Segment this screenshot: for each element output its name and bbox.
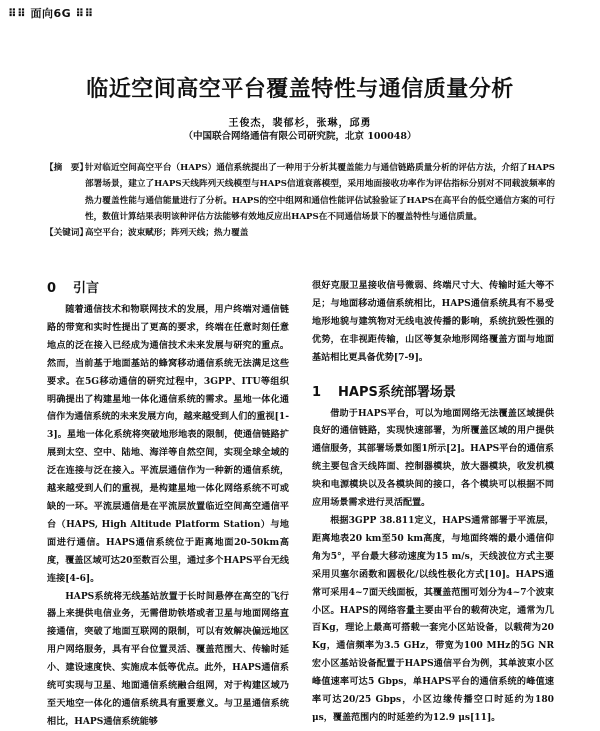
article-title: 临近空间高空平台覆盖特性与通信质量分析 bbox=[86, 77, 514, 102]
left-column bbox=[47, 277, 289, 731]
abstract-block bbox=[45, 160, 555, 241]
abstract-label: 【摘 要】 bbox=[45, 163, 88, 173]
keywords-row bbox=[45, 225, 555, 241]
article-affiliation: （中国联合网络通信有限公司研究院，北京 100048） bbox=[183, 131, 417, 142]
section-0-title: 引言 bbox=[73, 281, 100, 296]
intro-paragraph-continued: 很好克服卫星接收信号微弱、终端尺寸大、传输时延大等不足；与地面移动通信系统相比，HAPS通信系统具有不易受地形地貌与建筑物对无线电波传播的影响，系统抗毁性强的优势，在非视距传输，山区等复杂地形网络覆盖方面与地面基站相比更具备优势[7-9]。 bbox=[312, 280, 554, 363]
article-authors: 王俊杰，裴郁杉，张琳，邱勇 bbox=[228, 118, 372, 129]
right-column bbox=[312, 277, 554, 727]
section-1-number: 1 bbox=[312, 384, 322, 400]
section-0-heading bbox=[47, 279, 289, 299]
abstract-row bbox=[45, 160, 555, 225]
section-0-number: 0 bbox=[47, 281, 57, 296]
section-1-heading bbox=[312, 383, 554, 403]
abstract-text: 针对临近空间高空平台（HAPS）通信系统提出了一种用于分析其覆盖能力与通信链路质量分析的评估方法，介绍了HAPS部署场景，建立了HAPS天线阵列天线模型与HAPS信道衰落模型，采用地面接收功率作为评估指标分别对不同载波频率的热力覆盖性能与通信能量进行了分析。HAPS的空中组网和通信性能评估试验验证了HAPS在高平台的低空通信方案的可行性，数值计算结果表明该种评估方法能够有效地反应出HAPS在不同通信场景下的覆盖特性与通信质量。 bbox=[85, 163, 555, 222]
keywords-label: 【关键词】 bbox=[45, 228, 88, 239]
section-1-title: HAPS系统部署场景 bbox=[338, 384, 456, 400]
intro-paragraph-2: HAPS系统将无线基站放置于长时间悬停在高空的飞行器上来提供电信业务，无需借助铁塔或者卫星与地面网络直接通信，突破了地面互联网的限制，可以有效解决偏远地区用户网络服务，具有平台位置灵活、覆盖范围大、传输时延小、建设速度快、实施成本低等优点。此外，HAPS通信系统可实现与卫星、地面通信系统融合组网，对于构建区域乃至天地空一体化的通信系统具有重要意义。与卫星通信系统相比，HAPS通信系统能够 bbox=[47, 590, 289, 727]
column-tag: ⠿⠿ 面向6G ⠿⠿ bbox=[8, 7, 94, 20]
section-1-paragraph-2: 根据3GPP 38.811定义，HAPS通常部署于平流层，距离地表20 km至50 km高度，与地面终端的最小通信仰角为5°，平台最大移动速度为15 m/s，天线波位方式主要采用贝塞尔函数和圆极化/以线性极化方式[10]。HAPS通常可采用4~7面天线面板，其覆盖范围可划分为4~7个波束小区。HAPS的网络容量主要由平台的载荷决定，通常为几百Kg，理论上最高可搭载一套完小区站设备，以载荷为20 Kg，通信频率为3.5 GHz，带宽为100 MHz的5G NR宏小区基站设备配置于HAPS通信平台为例，其单波束小区峰值速率可达5 Gbps，单HAPS平台的通信系统的峰值速率可达20/25 Gbps，小区边缘传播空口时延约为180 μs，覆盖范围内的时延差约为12.9 μs[11]。 bbox=[312, 514, 554, 723]
section-1-paragraph-1: 借助于HAPS平台，可以为地面网络无法覆盖区域提供良好的通信链路，实现快速部署，为所覆盖区域的用户提供通信服务，其部署场景如图1所示[2]。HAPS平台的通信系统主要包含天线阵面、控制器模块，放大器模块，收发机模块和电源模块以及各模块间的接口，各个模块可以根据不同应用场景需求进行灵活配置。 bbox=[312, 407, 554, 509]
keywords-text: 高空平台；波束赋形；阵列天线；热力覆盖 bbox=[85, 228, 249, 239]
intro-paragraph-1: 随着通信技术和物联网技术的发展，用户终端对通信链路的带宽和实时性提出了更高的要求，终端在任意时刻任意地点的泛在接入已经成为通信技术未来发展与研究的重点。然而，当前基于地面基站的蜂窝移动通信系统无法满足这些要求。在5G移动通信的研究过程中，3GPP、ITU等组织明确提出了构建星地一体化通信系统的需求。星地一体化通信作为通信系统的未来发展方向，越来越受到人们的重视[1-3]。星地一体化系统将突破地形地表的限制，使通信链路扩展到太空、空中、陆地、海洋等自然空间，实现全球全域的泛在连接与泛在接入。平流层通信作为一种新的通信系统，越来越受到人们的重视，是构建星地一体化网络系统不可或缺的一环。平流层通信是在平流层放置临近空间高空通信平台（HAPS, High Altitude Platform Station）与地面进行通信。HAPS通信系统位于距离地面20-50km高度，覆盖区域可达20至数百公里，通过多个HAPS平台无线连接[4-6]。 bbox=[47, 304, 289, 584]
